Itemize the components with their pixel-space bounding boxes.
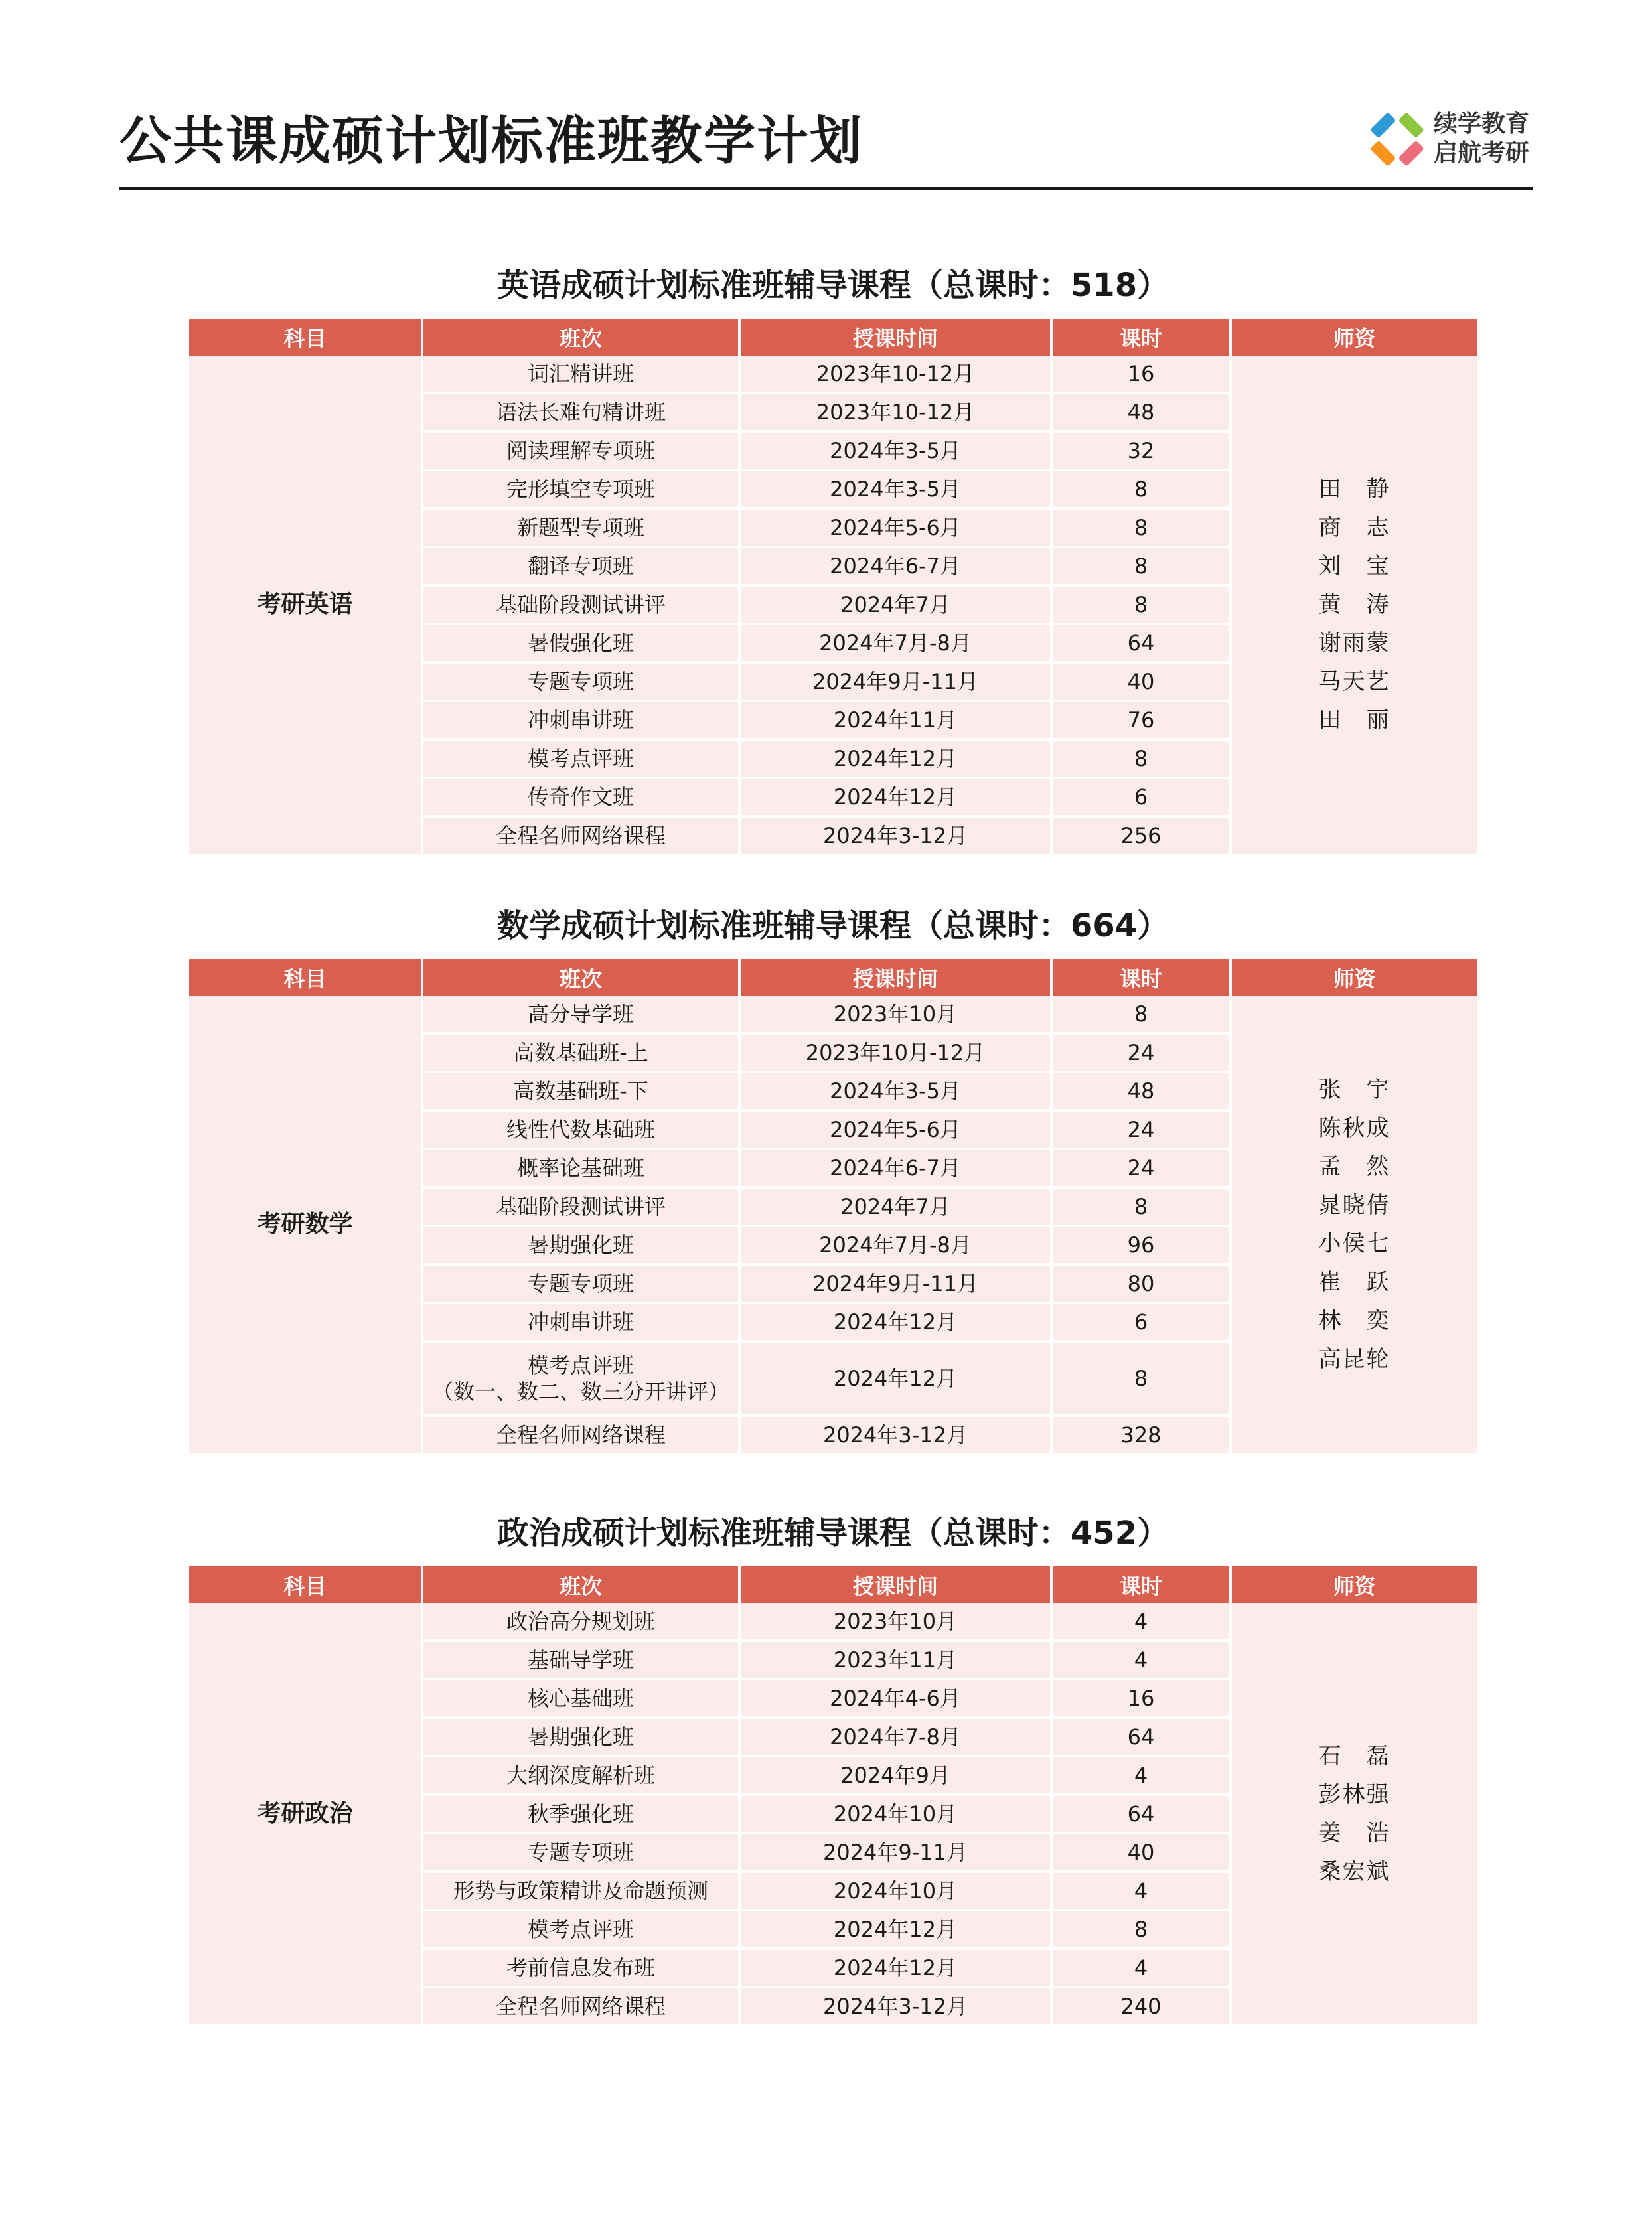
time-cell: 2024年9月-11月 [741, 1266, 1053, 1304]
time-cell: 2024年11月 [741, 702, 1053, 741]
teacher-name: 石 磊 [1318, 1743, 1390, 1769]
class-name-cell: 专题专项班 [423, 1266, 741, 1304]
table-header-row [189, 319, 1477, 356]
time-cell: 2024年12月 [741, 1950, 1053, 1988]
time-cell: 2024年12月 [741, 779, 1053, 818]
section-title-politics: 政治成硕计划标准班辅导课程（总课时：452） [496, 1515, 1169, 1552]
column-header-subject: 科目 [189, 319, 423, 356]
class-name-cell: 全程名师网络课程 [423, 818, 741, 856]
hours-cell: 8 [1053, 1189, 1232, 1227]
time-cell: 2023年10-12月 [741, 394, 1053, 433]
class-name-cell: 冲刺串讲班 [423, 702, 741, 741]
table-row [189, 356, 1477, 394]
hours-cell: 6 [1053, 1304, 1232, 1343]
time-cell: 2024年3-12月 [741, 1988, 1053, 2027]
teacher-name: 小侯七 [1318, 1230, 1390, 1257]
teacher-name: 林 奕 [1318, 1307, 1390, 1334]
teacher-name: 陈秋成 [1318, 1115, 1390, 1142]
column-header-class: 班次 [423, 319, 741, 356]
class-name-cell: 全程名师网络课程 [423, 1417, 741, 1455]
time-cell: 2024年5-6月 [741, 1112, 1053, 1150]
time-cell: 2024年12月 [741, 1304, 1053, 1343]
time-cell: 2024年9月-11月 [741, 664, 1053, 702]
hours-cell: 6 [1053, 779, 1232, 818]
section-title-english: 英语成硕计划标准班辅导课程（总课时：518） [496, 267, 1169, 304]
subject-cell: 考研英语 [189, 356, 423, 856]
class-name-cell [423, 1343, 741, 1417]
hours-cell: 8 [1053, 510, 1232, 548]
class-name-cell: 模考点评班 [423, 741, 741, 779]
time-cell: 2024年7月 [741, 1189, 1053, 1227]
column-header-time: 授课时间 [741, 1566, 1053, 1603]
time-cell: 2024年3-5月 [741, 1073, 1053, 1112]
time-cell: 2024年7月-8月 [741, 625, 1053, 664]
hours-cell: 328 [1053, 1417, 1232, 1455]
hours-cell: 64 [1053, 625, 1232, 664]
teachers-cell [1232, 996, 1477, 1455]
teachers-cell [1232, 356, 1477, 856]
class-name-cell: 形势与政策精讲及命题预测 [423, 1873, 741, 1911]
class-name-cell: 基础导学班 [423, 1642, 741, 1680]
teacher-name: 崔 跃 [1318, 1269, 1390, 1296]
table-header-row [189, 959, 1477, 996]
time-cell: 2023年10月 [741, 1603, 1053, 1642]
math-course-table [189, 959, 1477, 1455]
hours-cell: 64 [1053, 1796, 1232, 1834]
hours-cell: 48 [1053, 1073, 1232, 1112]
teacher-name: 桑宏斌 [1318, 1858, 1390, 1885]
teacher-list [1232, 1077, 1477, 1373]
hours-cell: 16 [1053, 1680, 1232, 1719]
class-name-cell: 高数基础班-上 [423, 1035, 741, 1073]
hours-cell: 24 [1053, 1112, 1232, 1150]
hours-cell: 76 [1053, 702, 1232, 741]
column-header-time: 授课时间 [741, 959, 1053, 996]
teacher-name: 孟 然 [1318, 1154, 1390, 1180]
class-name-cell: 专题专项班 [423, 1834, 741, 1873]
teacher-name: 彭林强 [1318, 1781, 1390, 1808]
table-row [189, 1603, 1477, 1642]
class-name-cell: 核心基础班 [423, 1680, 741, 1719]
hours-cell: 8 [1053, 587, 1232, 625]
time-cell: 2023年11月 [741, 1642, 1053, 1680]
time-cell: 2023年10月 [741, 996, 1053, 1035]
time-cell: 2023年10-12月 [741, 356, 1053, 394]
hours-cell: 240 [1053, 1988, 1232, 2027]
time-cell: 2024年9-11月 [741, 1834, 1053, 1873]
column-header-hours: 课时 [1053, 319, 1232, 356]
column-header-subject: 科目 [189, 1566, 423, 1603]
time-cell: 2024年12月 [741, 1911, 1053, 1950]
time-cell: 2024年10月 [741, 1873, 1053, 1911]
logo-text [1434, 110, 1529, 168]
logo-line-2: 启航考研 [1434, 139, 1530, 167]
column-header-teachers: 师资 [1232, 959, 1477, 996]
teacher-name: 马天艺 [1318, 668, 1390, 695]
teacher-name: 田 静 [1318, 476, 1390, 502]
time-cell: 2024年12月 [741, 741, 1053, 779]
page-title: 公共课成硕计划标准班教学计划 [119, 112, 864, 171]
time-cell: 2024年3-12月 [741, 1417, 1053, 1455]
column-header-teachers: 师资 [1232, 319, 1477, 356]
column-header-hours: 课时 [1053, 1566, 1232, 1603]
hours-cell: 40 [1053, 1834, 1232, 1873]
hours-cell: 48 [1053, 394, 1232, 433]
class-name-line-2: （数一、数二、数三分开讲评） [431, 1379, 729, 1404]
time-cell: 2024年6-7月 [741, 548, 1053, 587]
column-header-teachers: 师资 [1232, 1566, 1477, 1603]
class-name-cell: 暑期强化班 [423, 1227, 741, 1266]
hours-cell: 8 [1053, 1911, 1232, 1950]
class-name-cell: 大纲深度解析班 [423, 1757, 741, 1796]
teacher-name: 商 志 [1318, 514, 1390, 541]
hours-cell: 96 [1053, 1227, 1232, 1266]
column-header-time: 授课时间 [741, 319, 1053, 356]
time-cell: 2024年7-8月 [741, 1719, 1053, 1757]
hours-cell: 4 [1053, 1642, 1232, 1680]
time-cell: 2024年9月 [741, 1757, 1053, 1796]
hours-cell: 40 [1053, 664, 1232, 702]
hours-cell: 256 [1053, 818, 1232, 856]
column-header-class: 班次 [423, 1566, 741, 1603]
class-name-cell: 秋季强化班 [423, 1796, 741, 1834]
teacher-name: 张 宇 [1318, 1077, 1390, 1103]
teacher-name: 姜 浩 [1318, 1820, 1390, 1846]
time-cell: 2024年6-7月 [741, 1150, 1053, 1189]
class-name-cell: 翻译专项班 [423, 548, 741, 587]
hours-cell: 4 [1053, 1757, 1232, 1796]
table-row [189, 996, 1477, 1035]
time-cell: 2024年12月 [741, 1343, 1053, 1417]
class-name-cell: 新题型专项班 [423, 510, 741, 548]
teacher-name: 黄 涛 [1318, 591, 1390, 618]
hours-cell: 4 [1053, 1603, 1232, 1642]
class-name-cell: 基础阶段测试讲评 [423, 587, 741, 625]
class-name-cell: 高数基础班-下 [423, 1073, 741, 1112]
time-cell: 2024年3-12月 [741, 818, 1053, 856]
class-name-cell: 传奇作文班 [423, 779, 741, 818]
class-name-cell: 暑期强化班 [423, 1719, 741, 1757]
subject-cell: 考研政治 [189, 1603, 423, 2027]
teacher-name: 晁晓倩 [1318, 1192, 1390, 1219]
logo-line-1: 续学教育 [1434, 110, 1530, 137]
time-cell: 2024年5-6月 [741, 510, 1053, 548]
hours-cell: 24 [1053, 1035, 1232, 1073]
time-cell: 2024年4-6月 [741, 1680, 1053, 1719]
hours-cell: 8 [1053, 996, 1232, 1035]
hours-cell: 4 [1053, 1873, 1232, 1911]
title-divider [119, 187, 1533, 190]
class-name-cell: 概率论基础班 [423, 1150, 741, 1189]
class-name-cell: 高分导学班 [423, 996, 741, 1035]
time-cell: 2023年10月-12月 [741, 1035, 1053, 1073]
time-cell: 2024年7月 [741, 587, 1053, 625]
politics-course-table [189, 1566, 1477, 2027]
hours-cell: 64 [1053, 1719, 1232, 1757]
class-name-cell: 政治高分规划班 [423, 1603, 741, 1642]
class-name-cell: 语法长难句精讲班 [423, 394, 741, 433]
time-cell: 2024年3-5月 [741, 471, 1053, 510]
class-name-cell: 模考点评班 [423, 1911, 741, 1950]
hours-cell: 16 [1053, 356, 1232, 394]
hours-cell: 4 [1053, 1950, 1232, 1988]
hours-cell: 8 [1053, 548, 1232, 587]
teacher-name: 刘 宝 [1318, 553, 1390, 579]
class-name-cell: 专题专项班 [423, 664, 741, 702]
hours-cell: 24 [1053, 1150, 1232, 1189]
subject-cell: 考研数学 [189, 996, 423, 1455]
column-header-subject: 科目 [189, 959, 423, 996]
class-name-cell: 暑假强化班 [423, 625, 741, 664]
teacher-name: 高昆轮 [1318, 1346, 1390, 1373]
column-header-class: 班次 [423, 959, 741, 996]
table-header-row [189, 1566, 1477, 1603]
section-title-math: 数学成硕计划标准班辅导课程（总课时：664） [496, 907, 1169, 944]
class-name-line-1: 模考点评班 [527, 1353, 634, 1378]
hours-cell: 8 [1053, 471, 1232, 510]
teacher-name: 田 丽 [1318, 707, 1390, 733]
brand-logo [1367, 110, 1540, 169]
hours-cell: 32 [1053, 433, 1232, 471]
logo-icon [1367, 110, 1427, 169]
class-name-cell: 基础阶段测试讲评 [423, 1189, 741, 1227]
teacher-name: 谢雨蒙 [1318, 630, 1390, 656]
class-name-cell: 考前信息发布班 [423, 1950, 741, 1988]
class-name-cell: 阅读理解专项班 [423, 433, 741, 471]
teacher-list [1232, 476, 1477, 733]
teachers-cell [1232, 1603, 1477, 2027]
teacher-list [1232, 1743, 1477, 1885]
class-name-cell: 全程名师网络课程 [423, 1988, 741, 2027]
time-cell: 2024年3-5月 [741, 433, 1053, 471]
class-name-cell: 完形填空专项班 [423, 471, 741, 510]
class-name-cell: 词汇精讲班 [423, 356, 741, 394]
time-cell: 2024年7月-8月 [741, 1227, 1053, 1266]
hours-cell: 80 [1053, 1266, 1232, 1304]
hours-cell: 8 [1053, 1343, 1232, 1417]
hours-cell: 8 [1053, 741, 1232, 779]
time-cell: 2024年10月 [741, 1796, 1053, 1834]
class-name-cell: 线性代数基础班 [423, 1112, 741, 1150]
english-course-table [189, 319, 1477, 856]
class-name-cell: 冲刺串讲班 [423, 1304, 741, 1343]
column-header-hours: 课时 [1053, 959, 1232, 996]
